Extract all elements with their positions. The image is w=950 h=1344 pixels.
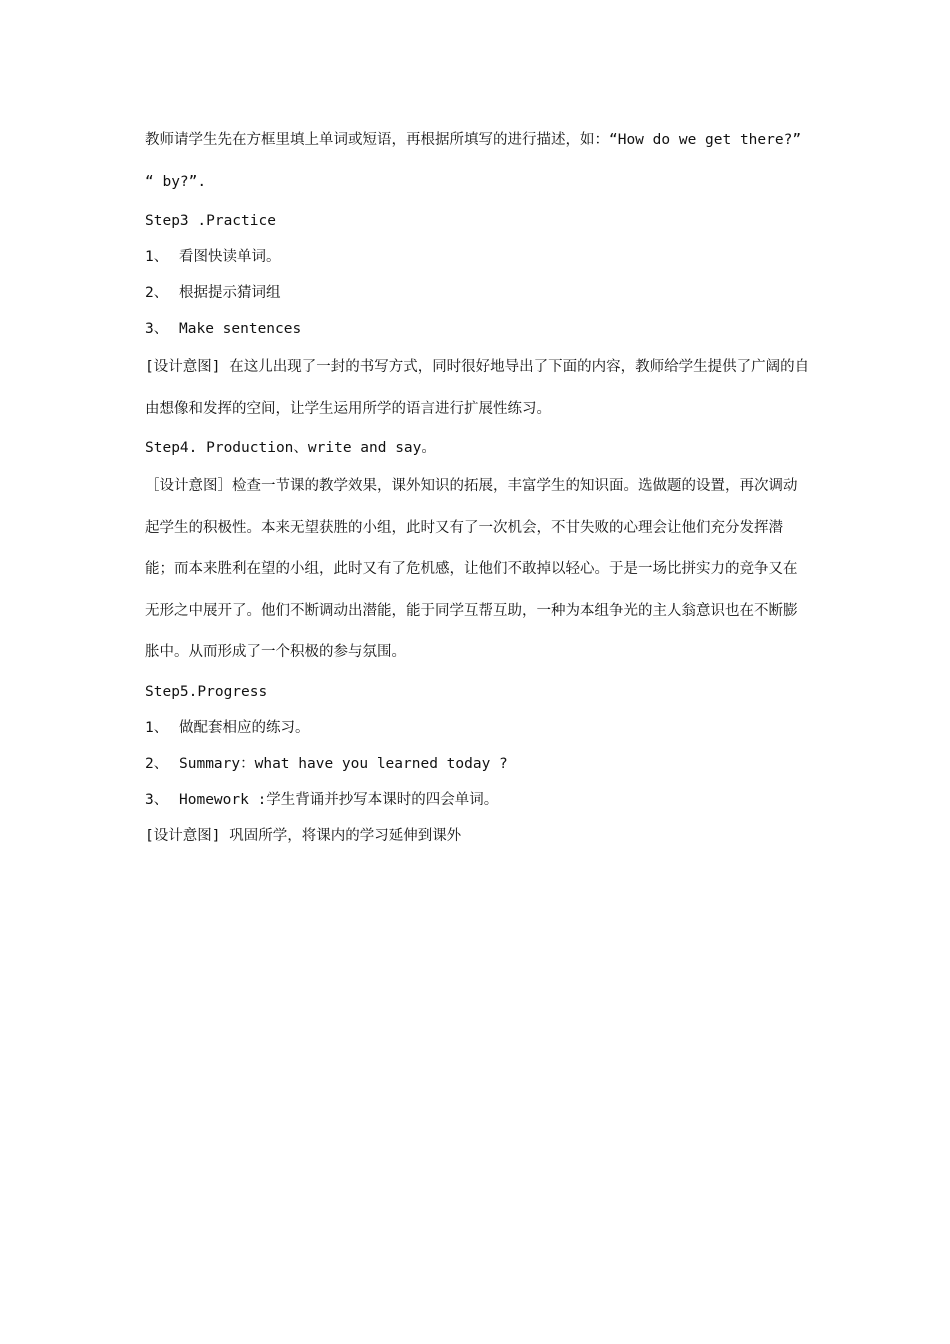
- list-item-text: Summary：what have you learned today ?: [179, 755, 508, 772]
- list-item-text: Make sentences: [179, 321, 302, 337]
- list-item: [145, 710, 810, 746]
- list-item-text: 看图快读单词。: [179, 249, 281, 265]
- list-item: [145, 311, 810, 347]
- list-number: 2、: [145, 755, 169, 772]
- paragraph-describe: 教师请学生先在方框里填上单词或短语，再根据所填写的进行描述，如：“How do we get there?” “ by?”.: [145, 132, 802, 190]
- step4-heading: Step4. Production、write and say。: [145, 440, 436, 456]
- list-item: [145, 746, 810, 782]
- list-number: 2、: [145, 285, 169, 301]
- step3-heading: Step3 .Practice: [145, 213, 276, 229]
- list-item-text: Homework :学生背诵并抄写本课时的四会单词。: [179, 791, 499, 808]
- list-item-text: 根据提示猜词组: [179, 285, 281, 301]
- design-intent-line: [设计意图] 巩固所学，将课内的学习延伸到课外: [145, 827, 462, 844]
- document-page: [145, 120, 810, 854]
- step5-heading: Step5.Progress: [145, 683, 268, 700]
- list-item: [145, 782, 810, 818]
- list-item: [145, 275, 810, 311]
- list-number: 3、: [145, 321, 169, 337]
- design-intent-paragraph: [设计意图] 在这儿出现了一封的书写方式，同时很好地导出了下面的内容，教师给学生提供了广阔的自由想像和发挥的空间，让学生运用所学的语言进行扩展性练习。: [145, 359, 810, 417]
- list-number: 1、: [145, 249, 169, 265]
- list-number: 3、: [145, 791, 169, 808]
- design-intent-paragraph: ［设计意图］检查一节课的教学效果，课外知识的拓展，丰富学生的知识面。选做题的设置，再次调动起学生的积极性。本来无望获胜的小组，此时又有了一次机会，不甘失败的心理会让他们充分发挥潜能；而本来胜利在望的小组，此时又有了危机感，让他们不敢掉以轻心。于是一场比拼实力的竞争又在无形之中展开了。他们不断调动出潜能，能于同学互帮互助，一种为本组争光的主人翁意识也在不断膨胀中。从而形成了一个积极的参与氛围。: [145, 478, 798, 660]
- list-number: 1、: [145, 719, 169, 736]
- list-item: [145, 239, 810, 275]
- list-item-text: 做配套相应的练习。: [179, 719, 310, 736]
